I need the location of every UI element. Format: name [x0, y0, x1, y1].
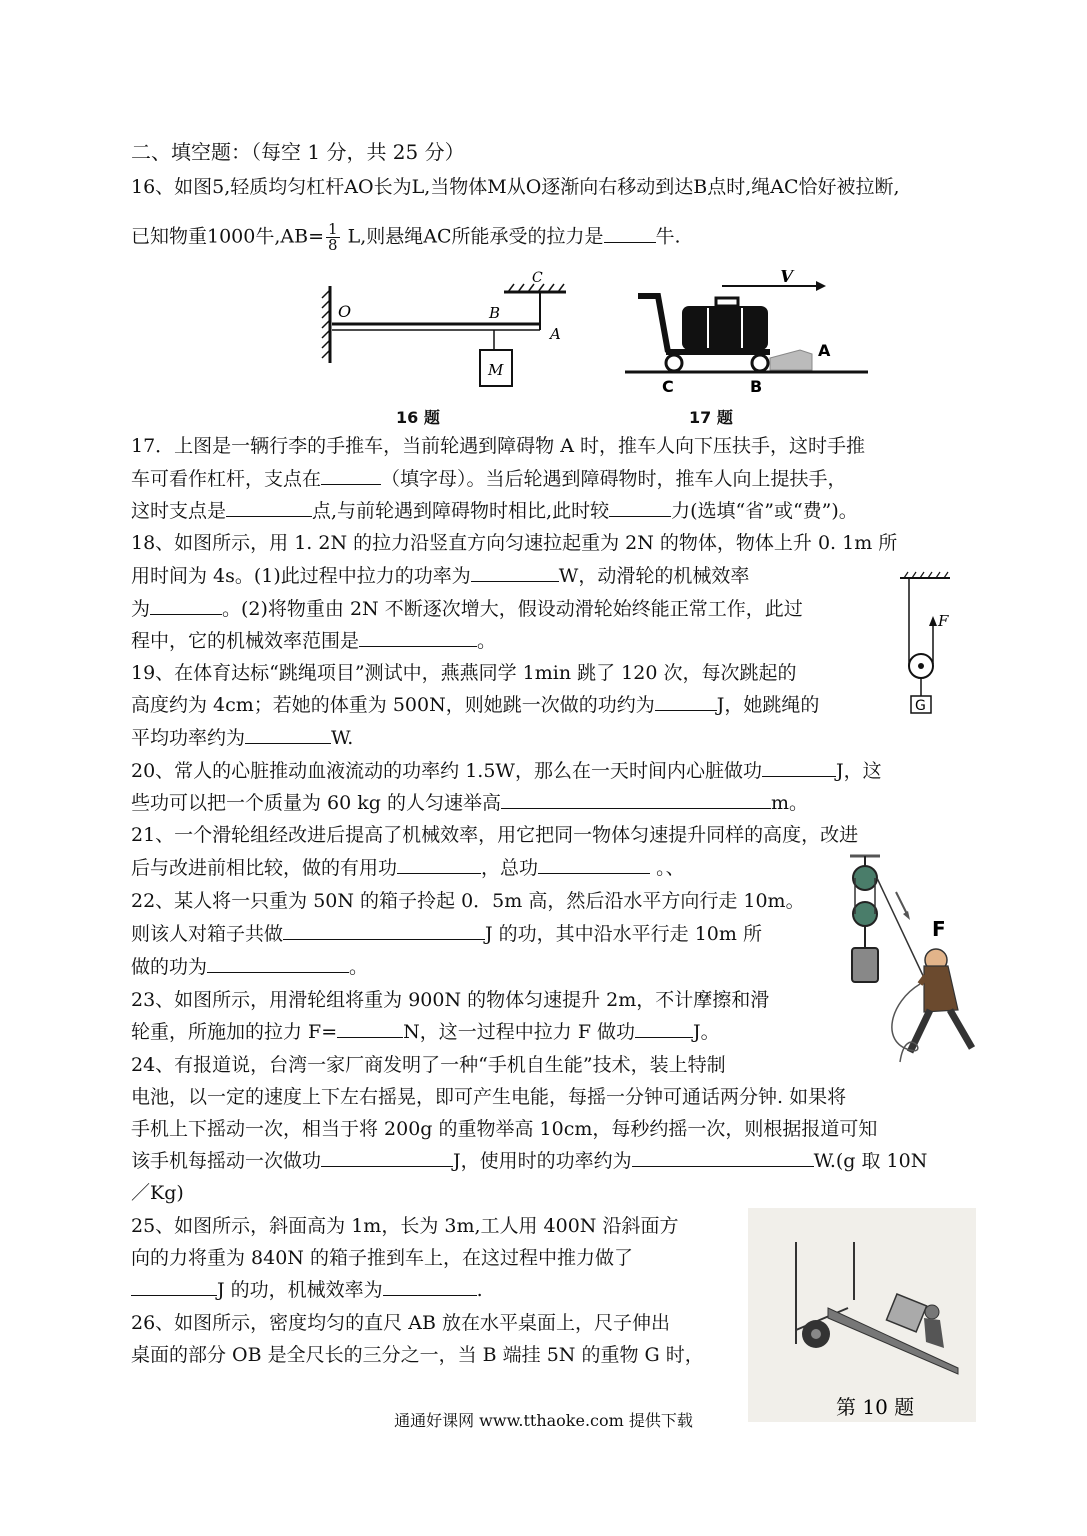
cart-diagram	[620, 270, 875, 400]
answer-blank	[131, 1277, 217, 1296]
q24-text-a: 该手机每摇动一次做功	[131, 1150, 322, 1172]
q21-line-2	[131, 855, 685, 881]
q25-text-b: .	[476, 1279, 483, 1301]
q16-text-c: 牛.	[655, 225, 681, 248]
q16-line-1: 16、如图5,轻质均匀杠杆AO长为L,当物体M从O逐渐向右移动到达B点时,绳AC恰好被拉断,	[131, 176, 900, 198]
q19-text-d: W.	[331, 727, 354, 749]
answer-blank	[397, 855, 481, 874]
answer-blank	[471, 563, 559, 582]
label-f: F	[932, 917, 946, 941]
q17-text-d: 点,与前轮遇到障碍物时相比,此时较	[312, 500, 610, 522]
q24-line-1: 24、有报道说，台湾一家厂商发明了一种“手机自生能”技术，装上特制	[131, 1054, 726, 1076]
q18-text-a: 用时间为 4s。(1)此过程中拉力的功率为	[131, 565, 471, 587]
answer-blank	[245, 725, 331, 744]
q19-text-a: 高度约为 4cm；若她的体重为 500N，则她跳一次做的功约为	[131, 694, 655, 716]
q20-line-1	[131, 758, 882, 784]
answer-blank	[632, 1148, 814, 1167]
answer-blank	[359, 628, 477, 647]
q17-line-2	[131, 466, 847, 492]
q18-text-c: 为	[131, 598, 151, 620]
answer-blank	[383, 1277, 477, 1296]
label-b: B	[489, 304, 501, 322]
q24-text-b: J，使用时的功率约为	[453, 1150, 632, 1172]
answer-blank	[604, 224, 656, 243]
q18-line-3	[131, 596, 803, 622]
label-g: G	[915, 698, 926, 714]
q19-line-1: 19、在体育达标“跳绳项目”测试中，燕燕同学 1min 跳了 120 次，每次跳起的	[131, 662, 797, 684]
answer-blank	[501, 790, 771, 809]
q17-text-e: 力(选填“省”或“费”)。	[671, 500, 858, 522]
q20-text-c: 些功可以把一个质量为 60 kg 的人匀速举高	[131, 792, 501, 814]
answer-blank	[321, 466, 381, 485]
q22-text-d: 。	[349, 956, 369, 978]
q21-text-c: 。、	[650, 857, 685, 879]
answer-blank	[150, 596, 222, 615]
q16-line-2	[131, 222, 681, 253]
label-b: B	[750, 377, 763, 396]
answer-blank	[655, 692, 717, 711]
q23-line-1: 23、如图所示，用滑轮组将重为 900N 的物体匀速提升 2m，不计摩擦和滑	[131, 989, 770, 1011]
q18-text-b: W，动滑轮的机械效率	[558, 565, 750, 587]
q18-line-1: 18、如图所示，用 1. 2N 的拉力沿竖直方向匀速拉起重为 2N 的物体，物体上升 0. 1m 所	[131, 532, 898, 554]
q16-text-a: 已知物重1000牛,AB=	[131, 225, 324, 248]
q16-text-b: L,则悬绳AC所能承受的拉力是	[341, 225, 604, 248]
answer-blank	[283, 921, 485, 940]
label-a: A	[550, 325, 561, 343]
q18-line-2	[131, 563, 749, 589]
answer-blank	[762, 758, 836, 777]
lever-diagram	[318, 268, 578, 398]
q25-line-1: 25、如图所示，斜面高为 1m，长为 3m,工人用 400N 沿斜面方	[131, 1215, 679, 1237]
label-v: V	[780, 270, 794, 287]
answer-blank	[207, 954, 349, 973]
q18-text-d: 。(2)将物重由 2N 不断逐次增大，假设动滑轮始终能正常工作，此过	[222, 598, 803, 620]
q26-line-2: 桌面的部分 OB 是全尺长的三分之一，当 B 端挂 5N 的重物 G 时，	[131, 1344, 704, 1366]
q20-text-a: 20、常人的心脏推动血液流动的功率约 1.5W，那么在一天时间内心脏做功	[131, 760, 762, 782]
answer-blank	[609, 498, 671, 517]
q21-line-1: 21、一个滑轮组经改进后提高了机械效率，用它把同一物体匀速提升同样的高度，改进	[131, 824, 859, 846]
q25-text-a: J 的功，机械效率为	[217, 1279, 383, 1301]
q17-text-b: （填字母）。当后轮遇到障碍物时，推车人向上提扶手，	[381, 468, 847, 490]
q22-text-c: 做的功为	[131, 956, 208, 978]
q21-text-a: 后与改进前相比较，做的有用功	[131, 857, 398, 879]
q19-text-b: J，她跳绳的	[716, 694, 820, 716]
q20-text-d: m。	[770, 792, 809, 814]
q22-line-2	[131, 921, 762, 947]
label-m: M	[488, 361, 504, 379]
q19-text-c: 平均功率约为	[131, 727, 246, 749]
q19-line-3	[131, 725, 353, 751]
q20-line-2	[131, 790, 808, 816]
fraction	[326, 222, 340, 253]
q22-text-b: J 的功，其中沿水平行走 10m 所	[485, 923, 762, 945]
q22-line-3	[131, 954, 368, 980]
movable-pulley-diagram	[898, 566, 960, 716]
figure-10-caption: 第 10 题	[836, 1395, 915, 1419]
q23-text-a: 轮重，所施加的拉力 F=	[131, 1021, 338, 1043]
ramp-photo	[748, 1208, 976, 1422]
q24-line-5: ／Kg)	[131, 1182, 184, 1204]
label-a: A	[818, 341, 831, 360]
q24-line-3: 手机上下摇动一次，相当于将 200g 的重物举高 10cm，每秒约摇一次，则根据报道可知	[131, 1118, 878, 1140]
q20-text-b: J，这	[835, 760, 882, 782]
answer-blank	[635, 1019, 693, 1038]
q23-text-c: J。	[693, 1021, 720, 1043]
q23-text-b: N，这一过程中拉力 F 做功	[403, 1021, 636, 1043]
q26-line-1: 26、如图所示，密度均匀的直尺 AB 放在水平桌面上，尺子伸出	[131, 1312, 670, 1334]
q17-line-1: 17．上图是一辆行李的手推车，当前轮遇到障碍物 A 时，推车人向下压扶手，这时手推	[131, 435, 865, 457]
label-c: C	[532, 270, 543, 286]
q18-line-4	[131, 628, 496, 654]
q18-text-e: 程中，它的机械效率范围是	[131, 630, 360, 652]
section-title: 二、填空题：（每空 1 分，共 25 分）	[131, 140, 465, 164]
q17-text-a: 车可看作杠杆，支点在	[131, 468, 322, 490]
label-o: O	[338, 302, 352, 321]
fraction-numerator: 1	[328, 220, 338, 238]
answer-blank	[538, 855, 650, 874]
q21-text-b: ，总功	[481, 857, 539, 879]
q17-text-c: 这时支点是	[131, 500, 227, 522]
q17-line-3	[131, 498, 858, 524]
q18-text-f: 。	[477, 630, 497, 652]
q19-line-2	[131, 692, 819, 718]
q24-line-2: 电池，以一定的速度上下左右摇晃，即可产生电能，每摇一分钟可通话两分钟. 如果将	[131, 1086, 847, 1108]
footer: 通通好课网 www.tthaoke.com 提供下载	[394, 1411, 693, 1430]
q22-text-a: 则该人对箱子共做	[131, 923, 284, 945]
q24-line-4	[131, 1148, 927, 1174]
q24-text-c: W.(g 取 10N	[813, 1150, 928, 1172]
label-f: F	[938, 612, 949, 630]
figure-16-caption: 16 题	[396, 408, 440, 427]
answer-blank	[226, 498, 312, 517]
label-c: C	[662, 377, 674, 396]
q25-line-3	[131, 1277, 483, 1303]
q22-line-1: 22、某人将一只重为 50N 的箱子拎起 0．5m 高，然后沿水平方向行走 10m。	[131, 890, 805, 912]
q25-line-2: 向的力将重为 840N 的箱子推到车上，在这过程中推力做了	[131, 1247, 633, 1269]
figure-17-caption: 17 题	[689, 408, 733, 427]
answer-blank	[321, 1148, 453, 1167]
fraction-denominator: 8	[328, 236, 338, 254]
q23-line-2	[131, 1019, 720, 1045]
answer-blank	[337, 1019, 403, 1038]
pulley-block-photo	[840, 852, 990, 1074]
